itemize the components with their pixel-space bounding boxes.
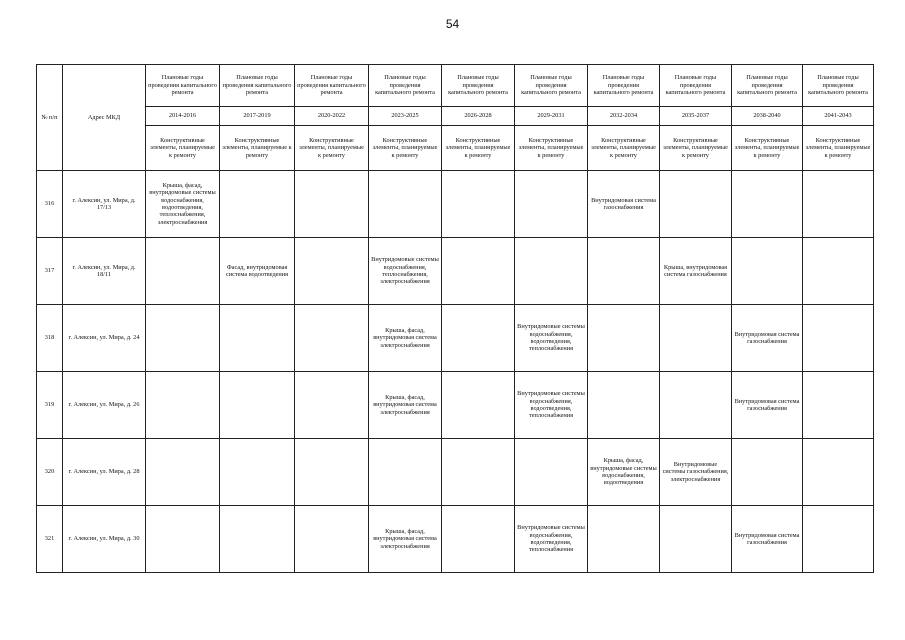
period-years: 2020-2022 (295, 107, 369, 126)
repair-cell (732, 439, 803, 506)
repair-cell (803, 372, 874, 439)
repair-cell (803, 506, 874, 573)
repair-cell (803, 439, 874, 506)
row-number: 320 (37, 439, 63, 506)
repair-cell (515, 439, 588, 506)
repair-cell (295, 506, 369, 573)
repair-cell (732, 171, 803, 238)
repair-cell: Внутридомовые системы водоснабжения, водоотведения, теплоснабжения (515, 372, 588, 439)
repair-cell (295, 238, 369, 305)
repair-cell (803, 238, 874, 305)
repair-cell (660, 506, 732, 573)
repair-cell: Внутридомовые системы водоснабжения, водоотведения, теплоснабжения (515, 506, 588, 573)
elements-heading: Конструктивные элементы, планируемые к ремонту (660, 126, 732, 171)
repair-cell (442, 439, 515, 506)
row-number: 321 (37, 506, 63, 573)
period-heading: Плановые годы проведения капитального ремонта (442, 65, 515, 107)
repair-cell (146, 506, 220, 573)
capital-repair-table (36, 64, 874, 573)
row-address: г. Алексин, ул. Мира, д. 17/13 (63, 171, 146, 238)
repair-cell (295, 439, 369, 506)
repair-cell: Внутридомовые системы газоснабжения, электроснабжения (660, 439, 732, 506)
repair-cell: Крыша, фасад, внутридомовая система электроснабжения (369, 506, 442, 573)
row-number: 318 (37, 305, 63, 372)
header-row-years (37, 107, 874, 126)
repair-cell (515, 171, 588, 238)
table-row (37, 171, 874, 238)
repair-cell: Внутридомовые системы водоснабжения, теплоснабжения, электроснабжения (369, 238, 442, 305)
table-row (37, 506, 874, 573)
period-heading: Плановые годы проведения капитального ремонта (588, 65, 660, 107)
col-header-address: Адрес МКД (63, 65, 146, 171)
elements-heading: Конструктивные элементы, планируемые к ремонту (442, 126, 515, 171)
repair-cell (732, 238, 803, 305)
repair-cell (660, 305, 732, 372)
repair-cell: Крыша, фасад, внутридомовая система электроснабжения (369, 372, 442, 439)
period-heading: Плановые годы проведения капитального ремонта (660, 65, 732, 107)
repair-cell: Внутридомовая система газоснабжения (732, 305, 803, 372)
repair-cell (588, 305, 660, 372)
repair-cell: Крыша, фасад, внутридомовые системы водоснабжения, водоотведения (588, 439, 660, 506)
row-address: г. Алексин, ул. Мира, д. 30 (63, 506, 146, 573)
repair-cell (220, 372, 295, 439)
period-heading: Плановые годы проведения капитального ремонта (515, 65, 588, 107)
period-years: 2017-2019 (220, 107, 295, 126)
elements-heading: Конструктивные элементы, планируемые к ремонту (220, 126, 295, 171)
repair-cell (588, 372, 660, 439)
repair-cell (803, 305, 874, 372)
repair-cell (146, 305, 220, 372)
row-number: 317 (37, 238, 63, 305)
repair-cell (803, 171, 874, 238)
period-heading: Плановые годы проведения капитального ремонта (732, 65, 803, 107)
repair-cell: Внутридомовая система газоснабжения (588, 171, 660, 238)
repair-cell: Крыша, фасад, внутридомовые системы водоснабжения, водоотведения, теплоснабжения, электроснабжения (146, 171, 220, 238)
repair-cell (295, 372, 369, 439)
elements-heading: Конструктивные элементы, планируемые к ремонту (588, 126, 660, 171)
repair-cell (442, 238, 515, 305)
elements-heading: Конструктивные элементы, планируемые к ремонту (146, 126, 220, 171)
repair-cell (588, 506, 660, 573)
repair-cell (146, 439, 220, 506)
repair-cell (442, 506, 515, 573)
repair-cell (369, 439, 442, 506)
elements-heading: Конструктивные элементы, планируемые к ремонту (803, 126, 874, 171)
repair-cell: Крыша, фасад, внутридомовая система электроснабжения (369, 305, 442, 372)
period-heading: Плановые годы проведения капитального ремонта (369, 65, 442, 107)
row-address: г. Алексин, ул. Мира, д. 26 (63, 372, 146, 439)
repair-cell (220, 305, 295, 372)
repair-cell (146, 238, 220, 305)
repair-cell (295, 305, 369, 372)
period-years: 2029-2031 (515, 107, 588, 126)
period-years: 2032-2034 (588, 107, 660, 126)
repair-cell (588, 238, 660, 305)
repair-cell: Внутридомовые системы водоснабжения, водоотведения, теплоснабжения (515, 305, 588, 372)
row-address: г. Алексин, ул. Мира, д. 24 (63, 305, 146, 372)
elements-heading: Конструктивные элементы, планируемые к ремонту (515, 126, 588, 171)
row-address: г. Алексин, ул. Мира, д. 18/11 (63, 238, 146, 305)
repair-cell (295, 171, 369, 238)
repair-cell (220, 506, 295, 573)
header-row-periods-title (37, 65, 874, 107)
repair-cell (442, 171, 515, 238)
table-row (37, 238, 874, 305)
page-number: 54 (445, 17, 460, 31)
elements-heading: Конструктивные элементы, планируемые к ремонту (732, 126, 803, 171)
table-row (37, 305, 874, 372)
elements-heading: Конструктивные элементы, планируемые к ремонту (369, 126, 442, 171)
col-header-num: № п/п (37, 65, 63, 171)
repair-cell (369, 171, 442, 238)
repair-cell (515, 238, 588, 305)
repair-cell (442, 372, 515, 439)
row-number: 316 (37, 171, 63, 238)
table-row (37, 372, 874, 439)
repair-cell (442, 305, 515, 372)
period-years: 2041-2043 (803, 107, 874, 126)
table-row (37, 439, 874, 506)
period-years: 2023-2025 (369, 107, 442, 126)
period-heading: Плановые годы проведения капитального ремонта (803, 65, 874, 107)
repair-cell (660, 171, 732, 238)
repair-cell (220, 439, 295, 506)
period-years: 2035-2037 (660, 107, 732, 126)
row-address: г. Алексин, ул. Мира, д. 28 (63, 439, 146, 506)
row-number: 319 (37, 372, 63, 439)
repair-cell (660, 372, 732, 439)
period-years: 2038-2040 (732, 107, 803, 126)
repair-cell: Внутридомовая система газоснабжения (732, 372, 803, 439)
period-heading: Плановые годы проведения капитального ремонта (146, 65, 220, 107)
period-heading: Плановые годы проведения капитального ремонта (220, 65, 295, 107)
repair-cell: Фасад, внутридомовая система водоотведения (220, 238, 295, 305)
period-years: 2014-2016 (146, 107, 220, 126)
repair-cell (146, 372, 220, 439)
repair-cell: Крыша, внутридомовая система газоснабжения (660, 238, 732, 305)
repair-cell (220, 171, 295, 238)
header-row-elements (37, 126, 874, 171)
repair-cell: Внутридомовая система газоснабжения (732, 506, 803, 573)
elements-heading: Конструктивные элементы, планируемые к ремонту (295, 126, 369, 171)
period-heading: Плановые годы проведения капитального ремонта (295, 65, 369, 107)
period-years: 2026-2028 (442, 107, 515, 126)
